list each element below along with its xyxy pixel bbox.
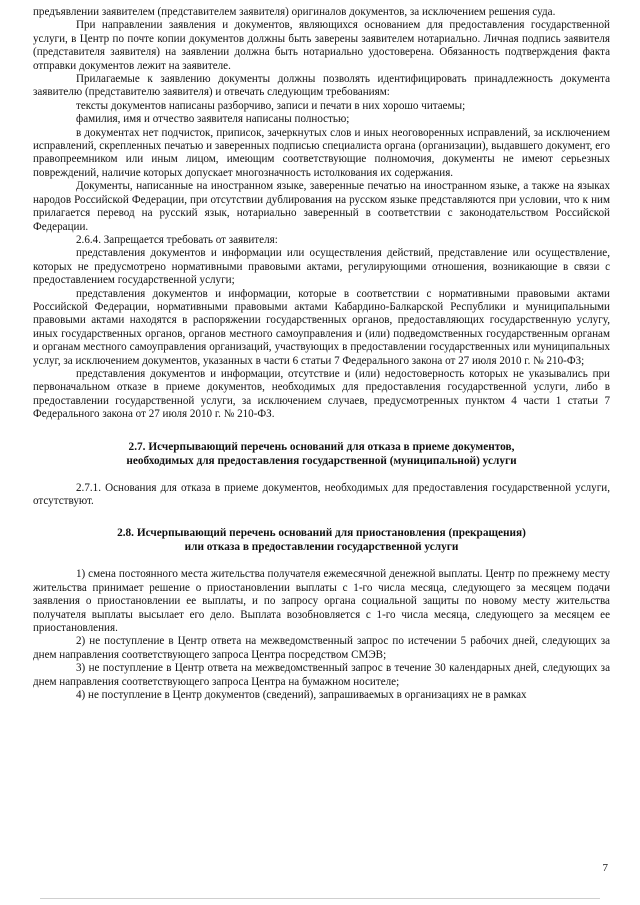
paragraph: Документы, написанные на иностранном языке, заверенные печатью на иностранном языке, а также на языках народов Российской Федерации, при отсутствии дублирования на русском языке представляются при условии, что к ним прилагается перевод на русский язык, нотариально заверенный в соответствии с законодательством Российской Федерации. — [33, 180, 610, 233]
list-item: 4) не поступление в Центр документов (сведений), запрашиваемых в организациях не в рамках — [76, 689, 527, 702]
paragraph: представления документов и информации, отсутствие и (или) недостоверность которых не указывались при первоначальном отказе в приеме документов, необходимых для предоставления государственной услуги, либо в предоставлении государственной услуги, за исключением случаев, предусмотренных пунктом 4 части 1 статьи 7 Федерального закона от 27 июля 2010 г. № 210-ФЗ. — [33, 367, 610, 421]
paragraph: фамилия, имя и отчество заявителя написаны полностью; — [76, 113, 350, 126]
section-heading: необходимых для предоставления государственной (муниципальной) услуги — [126, 454, 517, 467]
list-item: 1) смена постоянного места жительства получателя ежемесячной денежной выплаты. Центр по прежнему месту жительства принимает решение о приостановлении выплаты с 1-го числа месяца, следующего за месяцем подачи заявления о приостановлении ее выплаты, и по запросу органа социальной защиты по новому месту жительства получателя выплаты высылает его дело. Выплата возобновляется с 1-го числа месяца, следующего за месяцем ее приостановления. — [33, 568, 610, 635]
paragraph: Прилагаемые к заявлению документы должны позволять идентифицировать принадлежность документа заявителю (представителю заявителя) и отвечать следующим требованиям: — [33, 73, 610, 99]
section-2-8 — [33, 526, 610, 702]
section-heading: 2.8. Исчерпывающий перечень оснований для приостановления (прекращения) — [117, 527, 526, 540]
section-heading: или отказа в предоставлении государственной услуги — [184, 541, 459, 554]
paragraph: тексты документов написаны разборчиво, записи и печати в них хорошо читаемы; — [76, 99, 466, 112]
section-2-7 — [33, 440, 610, 509]
paragraph: При направлении заявления и документов, являющихся основанием для предоставления государственной услуги, в Центр по почте копии документов должны быть заверены заявителем нотариально. Личная подпись заявителя (представителя заявителя) на заявлении должна быть нотариально удостоверена. Обязанность подтверждения факта отправки документов лежит на заявителе. — [33, 19, 610, 72]
paragraph: 2.6.4. Запрещается требовать от заявителя: — [76, 233, 278, 246]
paragraph: представления документов и информации или осуществления действий, представление или осуществление, которых не предусмотрено нормативными правовыми актами, регулирующими отношения, возникающие в связи с предоставлением государственной услуги; — [33, 247, 610, 287]
scan-edge-line — [40, 898, 600, 899]
body-text-top — [33, 6, 610, 422]
paragraph: представления документов и информации, которые в соответствии с нормативными правовыми актами Российской Федерации, нормативными правовыми актами Кабардино-Балкарской Республики и муниципальными правовыми актами находятся в распоряжении государственных органов, предоставляющих государственную услугу, иных государственных органов, органов местного самоуправления и (или) подведомственных государственным органам и органам местного самоуправления организаций, участвующих в предоставлении государственных или муниципальных услуг, за исключением документов, указанных в части 6 статьи 7 Федерального закона от 27 июля 2010 г. № 210-ФЗ; — [33, 287, 610, 367]
page-number: 7 — [602, 862, 608, 874]
list-item: 2) не поступление в Центр ответа на межведомственный запрос по истечении 5 рабочих дней, следующих за днем направления соответствующего запроса Центра посредством СМЭВ; — [33, 635, 610, 661]
paragraph: в документах нет подчисток, приписок, зачеркнутых слов и иных неоговоренных исправлений, за исключением исправлений, скрепленных печатью и заверенных подписью специалиста органа (организации), выдавшего документ, его правопреемником или иным лицом, имеющим соответствующие полномочия, документы не имеют серьезных повреждений, наличие которых допускает многозначность истолкования их содержания. — [33, 126, 610, 179]
paragraph: предъявлении заявителем (представителем заявителя) оригиналов документов, за исключением решения суда. — [33, 6, 556, 18]
paragraph: 2.7.1. Основания для отказа в приеме документов, необходимых для предоставления государственной услуги, отсутствуют. — [33, 481, 610, 507]
list-item: 3) не поступление в Центр ответа на межведомственный запрос в течение 30 календарных дней, следующих за днем направления соответствующего запроса Центра на бумажном носителе; — [33, 662, 610, 688]
section-heading: 2.7. Исчерпывающий перечень оснований для отказа в приеме документов, — [128, 440, 515, 453]
